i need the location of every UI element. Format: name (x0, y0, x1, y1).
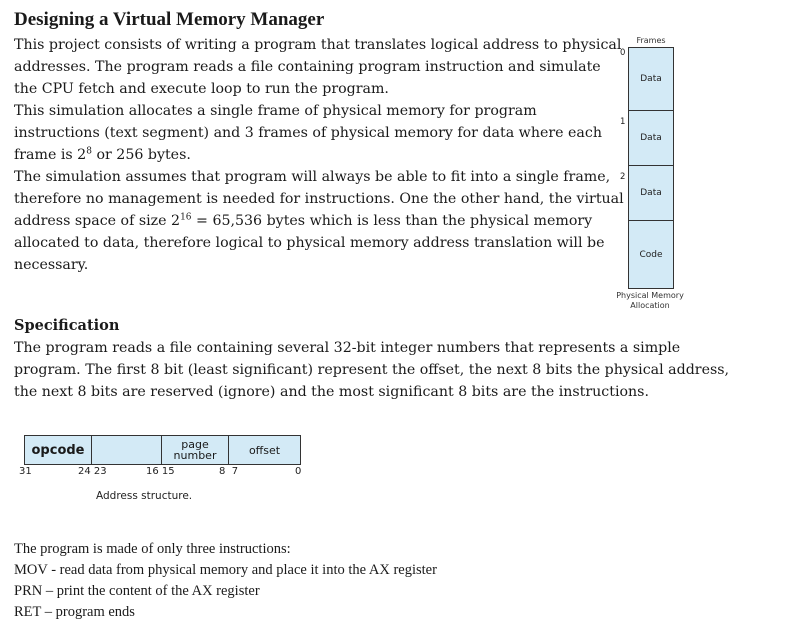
spec-line: program. The first 8 bit (least significant) represent the offset, the next 8 bits the physical address, (14, 362, 730, 378)
frame-data: Data (629, 111, 673, 166)
specification-heading: Specification (14, 317, 120, 334)
opcode-field: opcode (25, 436, 92, 464)
intro-line: frame is $2^8$ or 256 bytes. (14, 146, 191, 163)
intro-line: therefore no management is needed for instructions. One the other hand, the virtual (14, 191, 624, 207)
intro-line: The simulation assumes that program will always be able to fit into a single frame, (14, 169, 611, 185)
frame-number: 1 (620, 117, 626, 127)
bit-label: 8 7 (219, 466, 239, 477)
frame-data: Data (629, 48, 673, 111)
intro-line: This simulation allocates a single frame of physical memory for program (14, 103, 537, 119)
address-structure-caption: Address structure. (96, 490, 193, 502)
bit-label: 0 (295, 466, 302, 477)
bit-label: 16 15 (146, 466, 175, 477)
intro-line: instructions (text segment) and 3 frames of physical memory for data where each (14, 125, 602, 141)
reserved-field (92, 436, 162, 464)
intro-line: addresses. The program reads a file containing program instruction and simulate (14, 59, 601, 75)
frame-number: 2 (620, 172, 626, 182)
spec-line: the next 8 bits are reserved (ignore) and the most significant 8 bits are the instructions. (14, 384, 649, 400)
intro-line: the CPU fetch and execute loop to run the program. (14, 81, 389, 97)
offset-field: offset (248, 443, 281, 457)
frame-number: 0 (620, 48, 626, 58)
address-structure-diagram (24, 435, 301, 465)
intro-paragraph (14, 34, 624, 276)
intro-line: This project consists of writing a program that translates logical address to physical (14, 37, 622, 53)
instruction-item: MOV - read data from physical memory and place it into the AX register (14, 562, 437, 578)
intro-line: necessary. (14, 257, 89, 273)
bit-label: 31 (19, 466, 32, 477)
instructions-intro: The program is made of only three instructions: (14, 541, 291, 557)
frame-code: Code (639, 249, 663, 260)
bit-label: 24 23 (78, 466, 107, 477)
instruction-item: RET – program ends (14, 604, 135, 620)
spec-line: The program reads a file containing several 32-bit integer numbers that represents a simple (14, 340, 681, 356)
frames-header: Frames (636, 36, 666, 45)
intro-line: allocated to data, therefore logical to physical memory address translation will be (14, 235, 605, 251)
page-title: Designing a Virtual Memory Manager (14, 9, 325, 30)
instruction-item: PRN – print the content of the AX register (14, 583, 260, 599)
intro-line: address space of size $2^{16} = 65,536$ bytes which is less than the physical memory (14, 212, 593, 229)
specification-paragraph (14, 337, 729, 403)
page-number-field: page number (162, 436, 229, 464)
physical-memory-frames (628, 47, 674, 289)
frame-data: Data (629, 166, 673, 221)
frames-caption: Physical Memory Allocation (616, 291, 684, 310)
